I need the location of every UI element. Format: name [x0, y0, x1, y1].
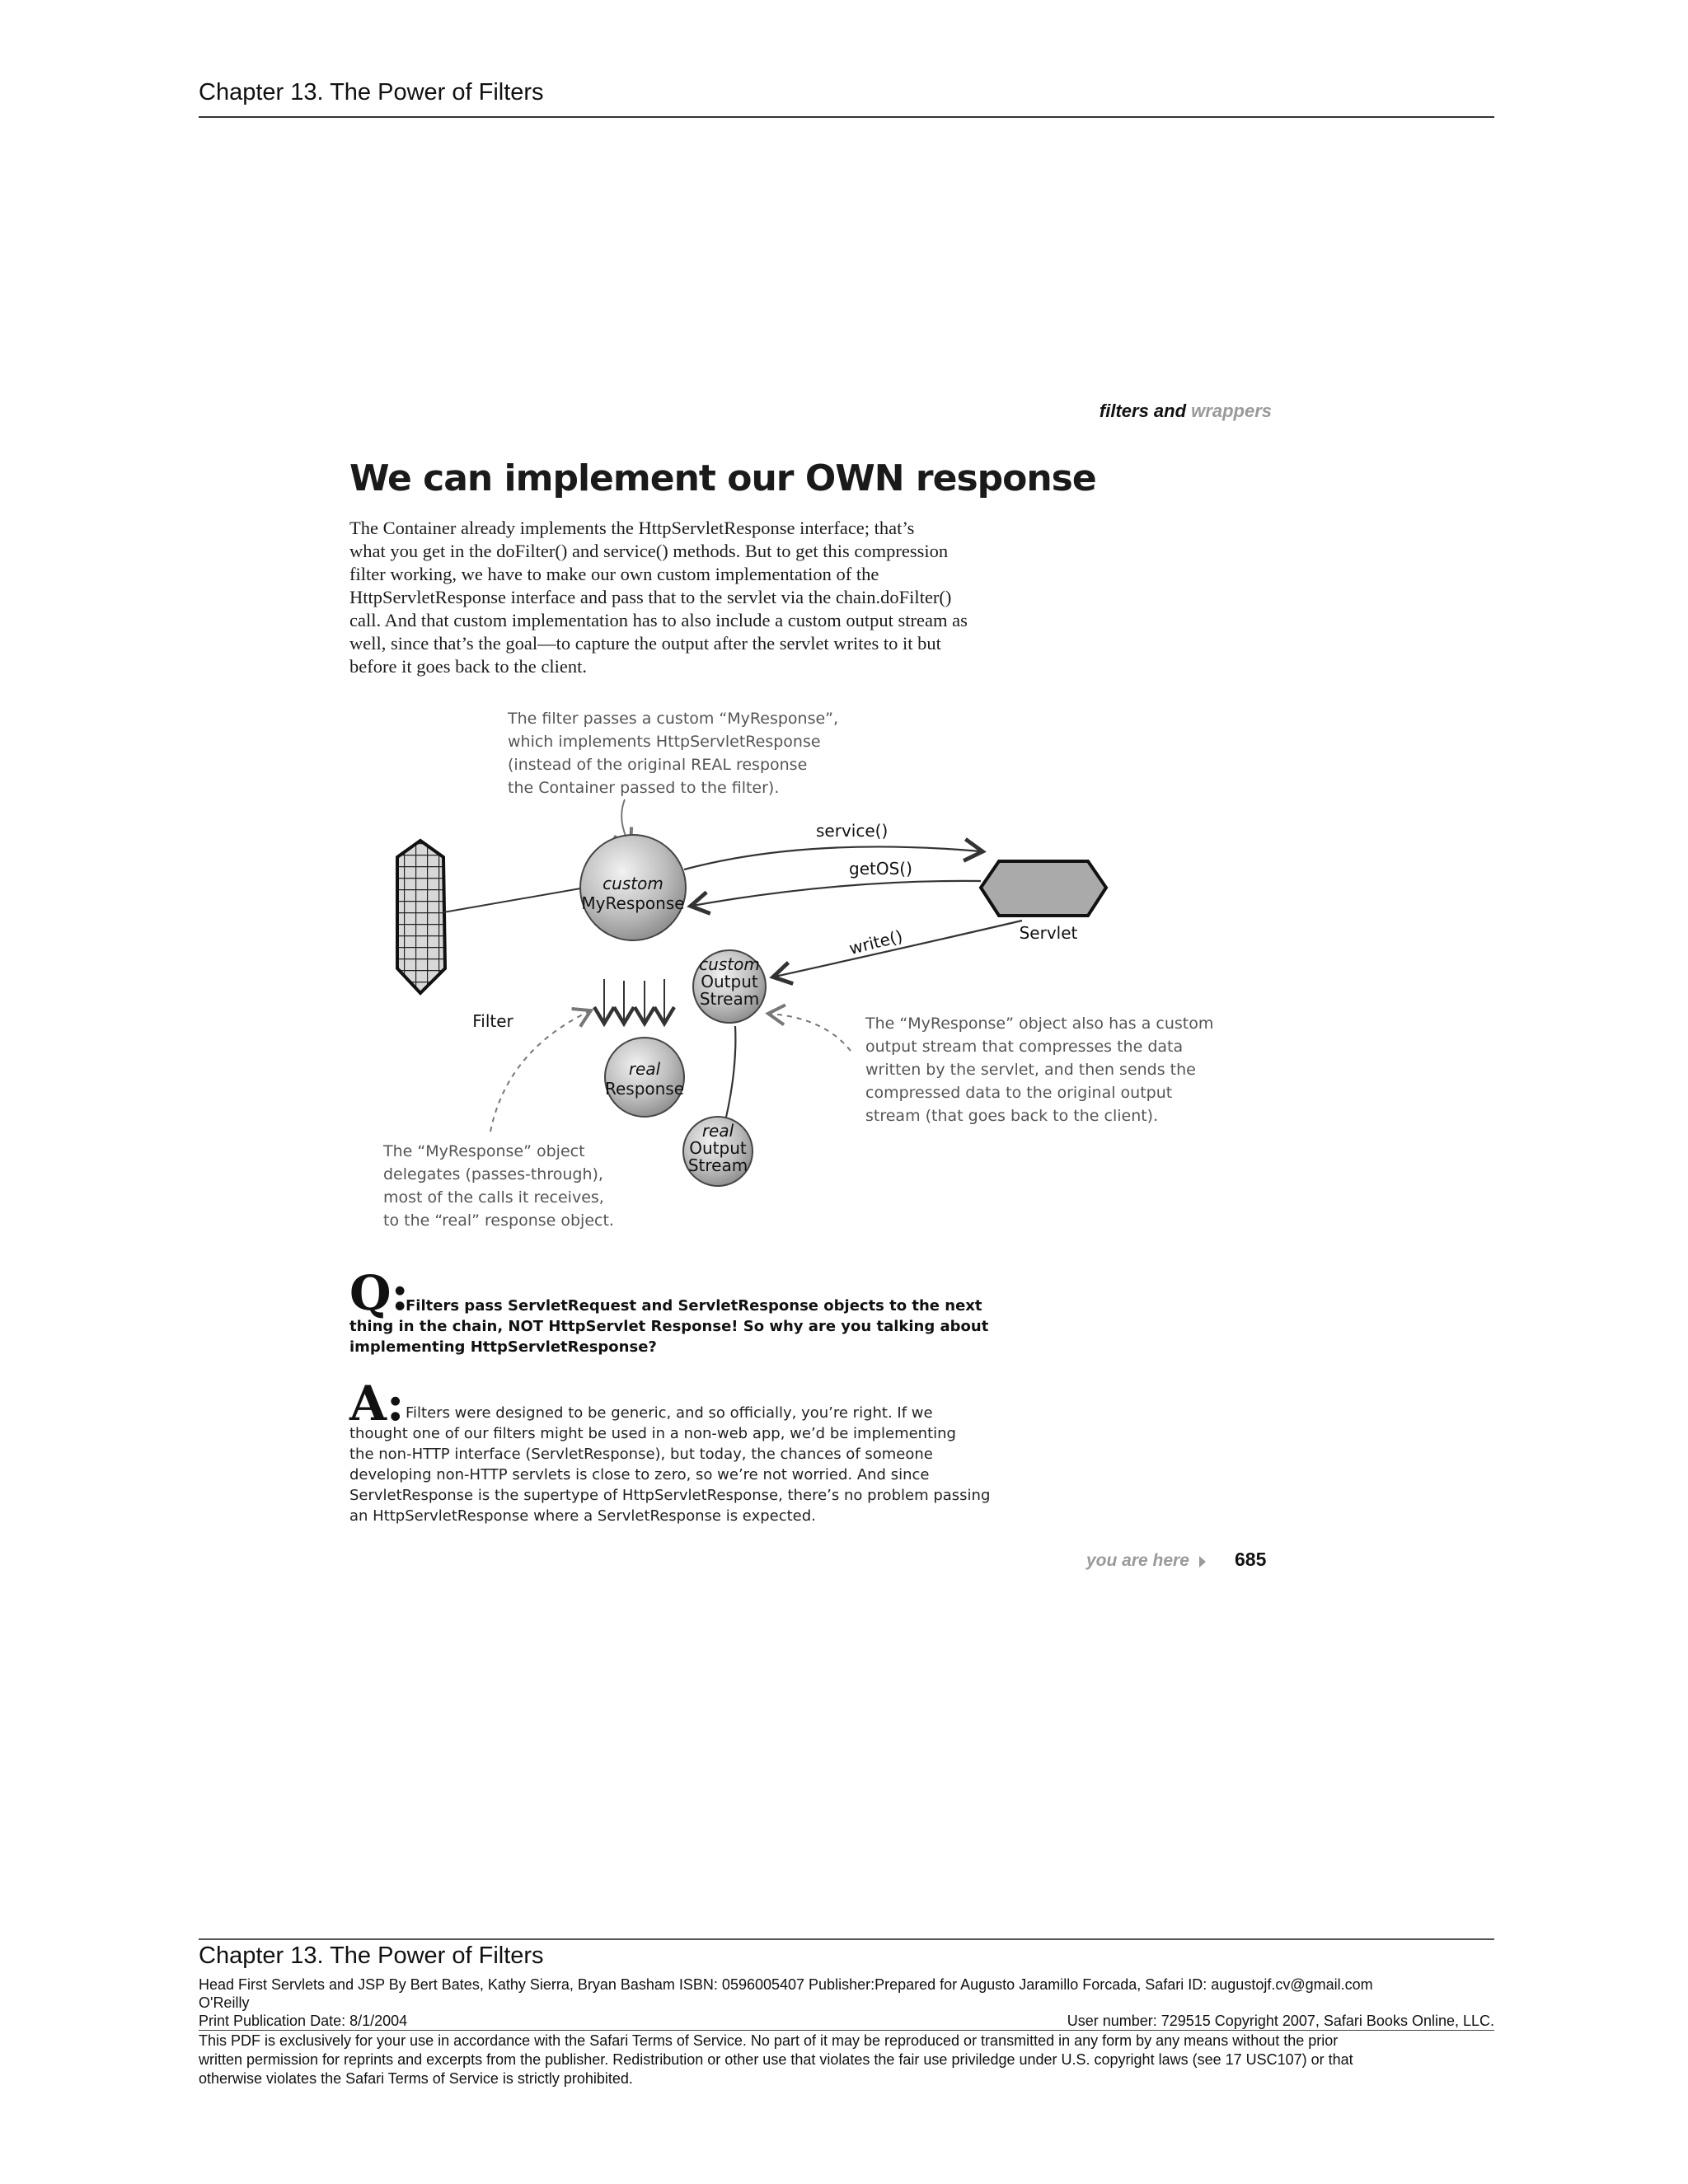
filter-label: Filter: [472, 1011, 513, 1031]
real-stream-label: real: [701, 1121, 734, 1141]
publisher: O'Reilly: [199, 1994, 250, 2011]
servlet-icon: [981, 861, 1106, 916]
terms-notice: [199, 2032, 1497, 2088]
custom-stream-label: custom: [699, 954, 760, 974]
intro-line: what you get in the doFilter() and service() methods. But to get this compression: [349, 541, 949, 561]
right-note-line: written by the servlet, and then sends the: [865, 1061, 1196, 1079]
page-number: 685: [1235, 1549, 1267, 1570]
answer-block: [349, 1376, 1009, 1526]
getos-call-label: getOS(): [849, 859, 912, 879]
real-response-label: real: [628, 1059, 661, 1079]
answer-line: an HttpServletResponse where a ServletResponse is expected.: [349, 1507, 816, 1525]
servlet-label: Servlet: [1019, 923, 1078, 943]
top-note-line: the Container passed to the filter).: [508, 779, 780, 797]
page-heading: We can implement our OWN response: [349, 457, 1096, 499]
custom-stream-label: Stream: [699, 989, 760, 1009]
intro-line: The Container already implements the HttpServletResponse interface; that’s: [349, 518, 915, 538]
running-header: Chapter 13. The Power of Filters: [199, 79, 544, 105]
question-line: implementing HttpServletResponse?: [349, 1338, 657, 1356]
top-note-line: (instead of the original REAL response: [508, 756, 808, 774]
real-stream-label: Stream: [687, 1155, 748, 1175]
answer-text: [349, 1383, 1009, 1526]
real-stream-label: Output: [689, 1138, 747, 1158]
left-annotation: [382, 1142, 614, 1230]
intro-line: HttpServletResponse interface and pass that to the servlet via the chain.doFilter(): [349, 587, 952, 607]
question-letter: Q:: [349, 1265, 409, 1321]
left-note-line: delegates (passes-through),: [383, 1165, 603, 1183]
footer-chapter: Chapter 13. The Power of Filters: [199, 1943, 544, 1969]
section-tag: [1100, 401, 1272, 422]
intro-line: before it goes back to the client.: [349, 656, 588, 677]
real-response-label: Response: [604, 1079, 685, 1099]
intro-line: filter working, we have to make our own custom implementation of the: [349, 564, 879, 584]
top-note-line: which implements HttpServletResponse: [508, 733, 821, 751]
top-annotation: [507, 710, 838, 797]
service-call-label: service(): [816, 821, 889, 841]
triangle-right-icon: [1199, 1556, 1206, 1568]
top-note-line: The filter passes a custom “MyResponse”,: [508, 710, 839, 728]
you-are-here: you are here: [1086, 1551, 1189, 1570]
print-date: Print Publication Date: 8/1/2004: [199, 2013, 408, 2029]
footer-thin-rule: [199, 2030, 1494, 2031]
filter-connector: [443, 888, 585, 912]
footer-rule: [199, 1938, 1494, 1940]
answer-line: the non-HTTP interface (ServletResponse), but today, the chances of someone: [349, 1446, 933, 1463]
service-arrow: [684, 846, 981, 869]
left-note-line: The “MyResponse” object: [383, 1142, 585, 1160]
custom-stream-label: Output: [701, 972, 758, 991]
section-tag-dark: filters and: [1099, 401, 1187, 421]
user-number: User number: 729515 Copyright 2007, Safari Books Online, LLC.: [1067, 2013, 1494, 2029]
question-line: Filters pass ServletRequest and ServletResponse objects to the next: [406, 1297, 982, 1315]
notice-line: This PDF is exclusively for your use in accordance with the Safari Terms of Service. No part of it may be reproduced or transmitted in any form by any means without the prior: [199, 2032, 1339, 2049]
getos-arrow: [692, 881, 981, 906]
intro-line: well, since that’s the goal—to capture the output after the servlet writes to it but: [349, 633, 941, 654]
right-note-line: The “MyResponse” object also has a custom: [865, 1015, 1214, 1033]
question-block: [349, 1265, 992, 1357]
answer-line: developing non-HTTP servlets is close to zero, so we’re not worried. And since: [349, 1466, 930, 1483]
right-note-line: compressed data to the original output: [865, 1084, 1173, 1102]
custom-response-label: custom: [603, 874, 663, 893]
write-call-label: write(): [846, 926, 905, 958]
answer-line: Filters were designed to be generic, and so officially, you’re right. If we: [406, 1404, 933, 1422]
answer-line: ServletResponse is the supertype of HttpServletResponse, there’s no problem passing: [349, 1487, 991, 1504]
question-text: [349, 1276, 992, 1357]
intro-line: call. And that custom implementation has to also include a custom output stream as: [349, 610, 968, 630]
answer-letter: A:: [349, 1376, 405, 1432]
left-note-line: to the “real” response object.: [383, 1212, 614, 1230]
notice-line: otherwise violates the Safari Terms of Service is strictly prohibited.: [199, 2070, 633, 2087]
left-note-line: most of the calls it receives,: [383, 1188, 604, 1207]
right-annotation: [865, 1015, 1213, 1125]
custom-response-label: MyResponse: [581, 893, 685, 913]
intro-paragraph: [349, 517, 1042, 678]
filter-icon: [397, 841, 445, 993]
right-note-arrow: [770, 1014, 851, 1051]
question-line: thing in the chain, NOT HttpServlet Response! So why are you talking about: [349, 1318, 989, 1335]
book-info: Head First Servlets and JSP By Bert Bates, Kathy Sierra, Bryan Basham ISBN: 0596005407 Publisher:Prepared for Augusto Jaramillo Forcada, Safari ID: augustojf.cv@gmail.com: [199, 1976, 1373, 1993]
answer-line: thought one of our filters might be used in a non-web app, we’d be implementing: [349, 1425, 956, 1442]
section-tag-light: wrappers: [1191, 401, 1272, 421]
right-note-line: output stream that compresses the data: [865, 1038, 1184, 1056]
header-rule: [199, 116, 1494, 118]
notice-line: written permission for reprints and excerpts from the publisher. Redistribution or other use that violates the fair use priviledge under U.S. copyright laws (see 17 USC107) or that: [199, 2051, 1353, 2068]
right-note-line: stream (that goes back to the client).: [865, 1107, 1159, 1125]
filter-diagram: [346, 705, 1253, 1249]
delegation-arrows: [604, 979, 664, 1022]
